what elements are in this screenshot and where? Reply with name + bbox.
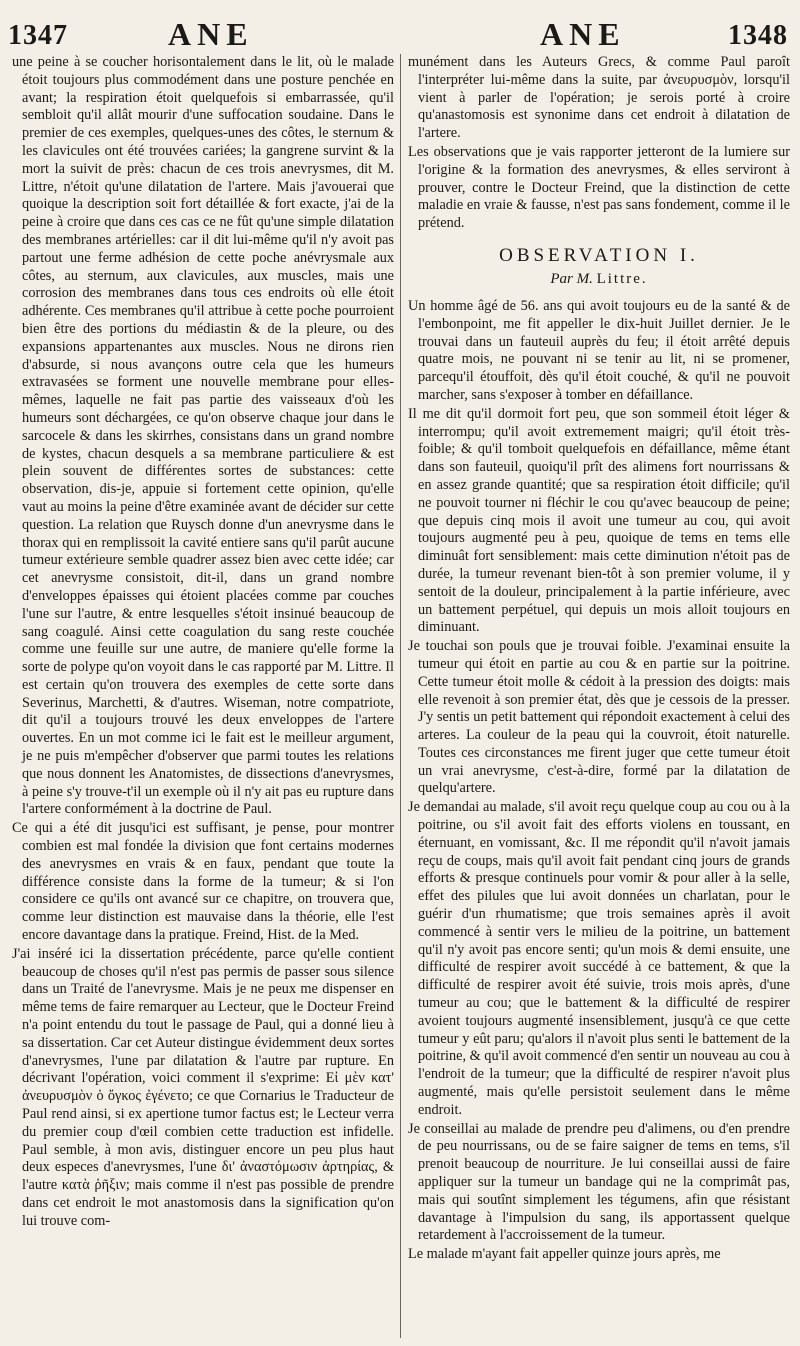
right-column bbox=[408, 54, 790, 1344]
column-divider bbox=[400, 54, 401, 1338]
paragraph: J'ai inséré ici la dissertation précédente, parce qu'elle contient beaucoup de choses qu'il n'est pas permis de passer sous silence dans un Traité de l'anevrysme. Mais je ne peux me dispenser en même tems de faire remarquer au Lecteur, que le Docteur Freind n'a point entendu du tout le passage de Paul, qui a donné lieu à sa dissertation. Car cet Auteur distingue évidemment deux sortes d'anevrysmes, l'une par dilatation & l'autre par rupture. En décrivant l'opération, voici comment il s'exprime: Εἰ μὲν κατ' ἀνευρυσμὸν ὁ ὄγκος ἐγένετο; ce que Cornarius le Traducteur de Paul rend ainsi, si ex apertione tumor factus est; le Lecteur verra du premier coup d'œil combien cette traduction est infidelle. Paul semble, à mon avis, distinguer encore un peu plus haut deux especes d'anevrysmes, l'une δι' ἀναστόμωσιν ἀρτηρίας, & l'autre κατὰ ῥῆξιν; mais comme il n'est pas possible de prendre dans cet endroit le mot anastomosis dans la signification qu'on lui trouve com- bbox=[12, 945, 394, 1229]
paragraph: Je demandai au malade, s'il avoit reçu quelque coup au cou ou à la poitrine, ou s'il avoit fait des efforts violens en toussant, en éternuant, en vomissant, &c. Il me répondit qu'il n'avoit jamais reçu de coups, mais qu'il avoit fait pendant cinq jours de grands efforts & presque continuels pour vomir & pour aller à la selle, effet des pilules que lui avoit données un charlatan, pour le guérir d'un rhumatisme; que trois semaines après il avoit commencé à sentir vers le milieu de la poitrine, un battement qu'il n'y avoit pas encore senti; qu'un mois & demi ensuite, une difficulté de respirer avoit succédé à ce battement, & que la difficulté de respirer avoit été suivie, trois mois après, d'une tumeur au cou; que le battement & la difficulté de respirer avoient toujours augmenté insensiblement, jusqu'à ce que cette tumeur y eût paru; qu'alors il n'avoit plus senti le battement de la poitrine, & qu'il avoit commencé d'en sentir un nouveau au cou à l'endroit de la tumeur; que la difficulté de respirer n'avoit plus augmenté, mais qu'elle persistoit seulement dans le même endroit. bbox=[408, 799, 790, 1118]
left-column bbox=[12, 54, 394, 1344]
paragraph: Les observations que je vais rapporter jetteront de la lumiere sur l'origine & la formation des anevrysmes, & elles serviront à prouver, contre le Docteur Freind, que la distinction de cette maladie en vraie & fausse, n'est pas sans fondement, comme il le prétend. bbox=[408, 143, 790, 232]
paragraph: Je touchai son pouls que je trouvai foible. J'examinai ensuite la tumeur qui étoit en partie au cou & en partie sur la poitrine. Cette tumeur étoit molle & cédoit à la pression des doigts: mais elle revenoit à son premier état, dès que je cessois de la presser. J'y sentis un petit battement qui répondoit exactement à celui des arteres. La couleur de la peau qui la couvroit, étoit naturelle. Toutes ces circonstances me firent juger que cette tumeur étoit un vrai anevrysme, c'est-à-dire, formé par la dilatation de quelqu'artere. bbox=[408, 638, 790, 797]
right-page-number: 1348 bbox=[728, 20, 788, 51]
paragraph: Il me dit qu'il dormoit fort peu, que son sommeil étoit léger & interrompu; qu'il avoit extremement maigri; qu'il étoit très-foible; & qu'il tomboit quelquefois en défaillance, même étant dans son fauteuil, quoiqu'il prît des alimens fort nourrissans & en assez grande quantité; que sa respiration étoit difficile; qu'il ne pouvoit tourner ni fléchir le cou qu'avec beaucoup de peine; que depuis cinq mois il avoit une tumeur au cou, qui avoit toujours augmenté peu à peu, quoique de tems en tems elle diminuât fort sensiblement: mais cette diminution n'étoit pas de durée, la tumeur revenant bien-tôt à son premier volume, il y sentoit de la douleur, principalement à la partie inférieure, avec un battement perpétuel, qui depuis un mois alloit toujours en diminuant. bbox=[408, 405, 790, 636]
paragraph: munément dans les Auteurs Grecs, & comme Paul paroît l'interpréter lui-même dans la suite, par ἀνευρυσμὸν, lorsqu'il vient à parler de l'opération; je serois porté à croire qu'anastomosis est synonime dans cet endroit à dilatation de l'artere. bbox=[408, 54, 790, 142]
paragraph: Le malade m'ayant fait appeller quinze jours après, me bbox=[408, 1246, 721, 1263]
byline-author: Littre. bbox=[596, 270, 648, 287]
paragraph: une peine à se coucher horisontalement dans le lit, où le malade étoit toujours plus commodément dans une posture penchée en avant; la respiration étoit quelquefois si embarrassée, qu'il sembloit qu'il allât mourir d'une suffocation soudaine. Dans le premier de ces exemples, quelques-unes des côtes, le sternum & les clavicules ont été trouvées cariées; la gangrene survint & la mort la suivit de près: chacun de ces trois anevrysmes, dit M. Littre, n'étoit qu'une dilatation de l'artere. Mais j'avouerai que quoique la description soit fort détaillée & fort exacte, j'ai de la peine à croire que dans ces cas ce ne fût qu'une simple dilatation des membranes artérielles: car il dit lui-même qu'il n'y avoit pas partout une ferme adhésion de cette poche anévrysmale aux côtes, au sternum, aux clavicules, aux muscles, mais une corrosion des membranes dans tous ces endroits où elle étoit adhérente. Ces membranes qu'il attribue à cette poche pourroient bien être des portions du médiastin & de la pleure, ou des expansions appartenantes aux muscles. Nous ne dirons rien d'absurde, si nous avançons outre cela que les humeurs extravasées se forment une nouvelle membrane pour elles-mêmes, laquelle ne fait pas partie des vaisseaux d'où les humeurs sont déchargées, ce qu'on observe chaque jour dans le sarcocele & dans les skirrhes, consistans dans un grand nombre de kystes, chacun desquels a sa membrane particuliere & est plein souvent de différentes sortes de substances: cette observation, dis-je, appuie si fortement cette opinion, qu'elle vaut au moins la peine d'être examinée avant de décider sur cette question. La relation que Ruysch donne d'un anevrysme dans le thorax qui en remplissoit la cavité entiere sans qu'il parût aucune tumeur extérieure semble quadrer assez bien avec cette idée; car cet anevrysme consistoit, dit-il, dans un grand nombre d'enveloppes épaisses qui étoient placées comme par couches l'une sur l'autre, & entre lesquelles s'étoit insinué beaucoup de sang coagulé. Ainsi cette coagulation du sang reste couchée comme une feuille sur une autre, de maniere qu'elle forme la sorte de polype qu'on voyoit dans le cas rapporté par M. Littre. Il est certain qu'on trouvera des exemples de cette sorte dans Severinus, Marchetti, & d'autres. Wiseman, notre compatriote, dit qu'il a toujours trouvé les deux enveloppes de l'artere ouvertes. En un mot comme ici le fait est le meilleur argument, je ne puis m'empêcher d'observer que parmi toutes les relations que nous donnent les Anatomistes, de dissections d'anevrysmes, à peine s'y trouve-t'il un exemple où il n'y ait pas eu rupture dans l'artere conformément à la doctrine de Paul. bbox=[12, 54, 394, 818]
running-header bbox=[0, 6, 800, 56]
paragraph: Ce qui a été dit jusqu'ici est suffisant, je pense, pour montrer combien est mal fondée la division que font certains modernes des anevrysmes en vrais & en faux, pendant que toute la différence consiste dans la forme de la tumeur; & si l'on considere ce qu'ils ont avancé sur ce chapitre, on trouvera que, comme leur distinction est mauvaise dans la théorie, elle l'est encore davantage dans la pratique. Freind, Hist. de la Med. bbox=[12, 820, 394, 944]
right-running-head: ANE bbox=[540, 16, 626, 52]
observation-title: OBSERVATION I. bbox=[499, 244, 699, 266]
observation-byline bbox=[408, 271, 790, 288]
left-page-number: 1347 bbox=[8, 20, 68, 51]
paragraph: Je conseillai au malade de prendre peu d'alimens, ou d'en prendre de peu nourrissans, ou de se faire saigner de tems en tems, s'il prenoit beaucoup de nourriture. Je lui conseillai aussi de faire appliquer sur la tumeur un bandage qui ne la comprimât pas, mais qui soutînt simplement les tégumens, afin que résistant davantage à l'impulsion du sang, ils apportassent quelque retardement à l'accroissement de la tumeur. bbox=[408, 1120, 790, 1244]
left-running-head: ANE bbox=[168, 16, 254, 52]
paragraph: Un homme âgé de 56. ans qui avoit toujours eu de la santé & de l'embonpoint, me fit appeller le dix-huit Juillet dernier. Je le trouvai dans un fauteuil auprès du feu; il étoit arrêté depuis quatre mois, ne pouvant ni se tenir au lit, ni se promener, parcequ'il étouffoit, dès qu'il étoit couché, & qu'il ne pouvoit marcher, sans s'exposer à tomber en défaillance. bbox=[408, 297, 790, 403]
byline-prefix: Par M. bbox=[550, 270, 593, 287]
